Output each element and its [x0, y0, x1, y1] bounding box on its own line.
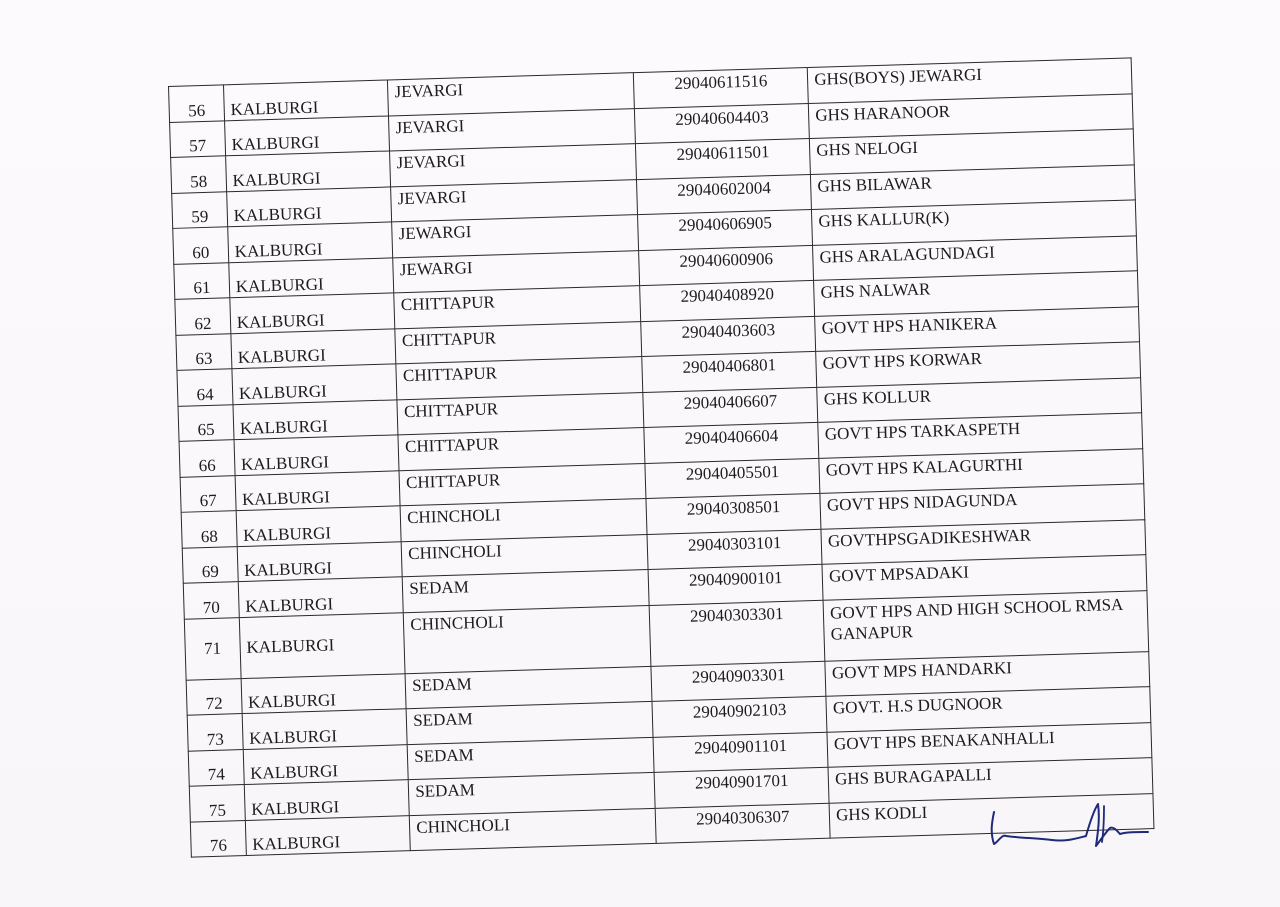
district: KALBURGI: [235, 470, 400, 510]
block: CHINCHOLI: [401, 534, 648, 577]
school-name: GHS KALLUR(K): [812, 200, 1137, 245]
serial-number: 59: [172, 191, 228, 228]
school-name: GHS(BOYS) JEWARGI: [807, 58, 1132, 103]
udise-code: 29040611516: [634, 68, 809, 109]
block: JEVARGI: [390, 144, 637, 187]
udise-code: 29040406604: [644, 422, 819, 463]
udise-code: 29040606905: [638, 209, 813, 250]
school-name: GHS BILAWAR: [811, 164, 1136, 209]
udise-code: 29040901701: [655, 767, 830, 808]
block: JEWARGI: [393, 250, 640, 293]
district: KALBURGI: [229, 257, 394, 297]
school-name: GOVT. H.S DUGNOOR: [826, 687, 1151, 732]
district: KALBURGI: [234, 435, 399, 475]
block: CHINCHOLI: [410, 808, 657, 851]
school-name: GHS KOLLUR: [817, 377, 1142, 422]
district: KALBURGI: [236, 506, 401, 546]
serial-number: 64: [177, 369, 233, 406]
school-name: GOVT HPS AND HIGH SCHOOL RMSA GANAPUR: [823, 590, 1148, 661]
udise-code: 29040903301: [651, 661, 826, 702]
serial-number: 72: [186, 678, 242, 715]
udise-code: 29040611501: [636, 138, 811, 179]
udise-code: 29040602004: [637, 174, 812, 215]
block: SEDAM: [407, 737, 654, 780]
block: SEDAM: [406, 701, 653, 744]
district: KALBURGI: [243, 744, 408, 784]
serial-number: 60: [173, 227, 229, 264]
udise-code: 29040406607: [643, 387, 818, 428]
district: KALBURGI: [223, 80, 388, 120]
district: KALBURGI: [245, 815, 410, 855]
serial-number: 65: [178, 404, 234, 441]
serial-number: 57: [170, 120, 226, 157]
serial-number: 63: [176, 333, 232, 370]
district: KALBURGI: [226, 186, 391, 226]
udise-code: 29040303101: [647, 529, 822, 570]
serial-number: 70: [183, 582, 239, 619]
block: CHITTAPUR: [394, 286, 641, 329]
school-name: GOVTHPSGADIKESHWAR: [821, 519, 1146, 564]
serial-number: 61: [174, 262, 230, 299]
block: JEWARGI: [392, 215, 639, 258]
school-name: GOVT HPS TARKASPETH: [818, 413, 1143, 458]
school-name: GHS NALWAR: [814, 271, 1139, 316]
block: JEVARGI: [389, 108, 636, 151]
school-name: GHS HARANOOR: [808, 93, 1133, 138]
school-name: GOVT HPS BENAKANHALLI: [827, 722, 1152, 767]
district: KALBURGI: [228, 222, 393, 262]
udise-code: 29040303301: [650, 600, 825, 666]
udise-code: 29040902103: [652, 696, 827, 737]
school-name: GHS ARALAGUNDAGI: [813, 235, 1138, 280]
serial-number: 74: [188, 749, 244, 786]
block: SEDAM: [408, 772, 655, 815]
school-list-body: [169, 58, 1154, 857]
block: CHITTAPUR: [399, 463, 646, 506]
serial-number: 75: [189, 785, 245, 822]
district: KALBURGI: [241, 673, 406, 713]
school-name: GOVT HPS NIDAGUNDA: [820, 484, 1145, 529]
serial-number: 67: [180, 475, 236, 512]
block: CHITTAPUR: [396, 357, 643, 400]
udise-code: 29040405501: [645, 458, 820, 499]
school-name: GHS NELOGI: [810, 129, 1135, 174]
district: KALBURGI: [239, 612, 405, 678]
udise-code: 29040408920: [640, 280, 815, 321]
district: KALBURGI: [238, 577, 403, 617]
school-name: GHS KODLI: [829, 793, 1154, 838]
district: KALBURGI: [231, 328, 396, 368]
serial-number: 58: [171, 156, 227, 193]
block: CHITTAPUR: [398, 428, 645, 471]
school-name: GOVT HPS KALAGURTHI: [819, 448, 1144, 493]
district: KALBURGI: [224, 115, 389, 155]
block: CHITTAPUR: [395, 321, 642, 364]
serial-number: 69: [182, 546, 238, 583]
block: JEVARGI: [388, 73, 635, 116]
udise-code: 29040406801: [642, 351, 817, 392]
block: CHINCHOLI: [400, 498, 647, 541]
block: SEDAM: [405, 666, 652, 709]
udise-code: 29040308501: [646, 493, 821, 534]
udise-code: 29040900101: [648, 564, 823, 605]
serial-number: 68: [181, 511, 237, 548]
serial-number: 71: [184, 617, 241, 680]
serial-number: 62: [175, 298, 231, 335]
district: KALBURGI: [242, 709, 407, 749]
district: KALBURGI: [230, 293, 395, 333]
district: KALBURGI: [232, 364, 397, 404]
udise-code: 29040901101: [653, 732, 828, 773]
udise-code: 29040306307: [656, 803, 831, 844]
serial-number: 73: [187, 714, 243, 751]
block: JEVARGI: [391, 179, 638, 222]
udise-code: 29040604403: [635, 103, 810, 144]
school-list-table-wrap: [168, 57, 1154, 857]
school-list-table: [168, 57, 1154, 857]
school-name: GHS BURAGAPALLI: [828, 758, 1153, 803]
school-name: GOVT MPSADAKI: [822, 555, 1147, 600]
block: CHITTAPUR: [397, 392, 644, 435]
school-name: GOVT HPS HANIKERA: [815, 306, 1140, 351]
udise-code: 29040600906: [639, 245, 814, 286]
udise-code: 29040403603: [641, 316, 816, 357]
serial-number: 56: [169, 85, 225, 122]
block: CHINCHOLI: [403, 605, 651, 673]
block: SEDAM: [402, 569, 649, 612]
serial-number: 76: [190, 820, 246, 857]
school-name: GOVT MPS HANDARKI: [825, 651, 1150, 696]
district: KALBURGI: [233, 399, 398, 439]
district: KALBURGI: [237, 541, 402, 581]
district: KALBURGI: [225, 151, 390, 191]
signature: [986, 792, 1156, 862]
serial-number: 66: [179, 440, 235, 477]
district: KALBURGI: [244, 780, 409, 820]
school-name: GOVT HPS KORWAR: [816, 342, 1141, 387]
